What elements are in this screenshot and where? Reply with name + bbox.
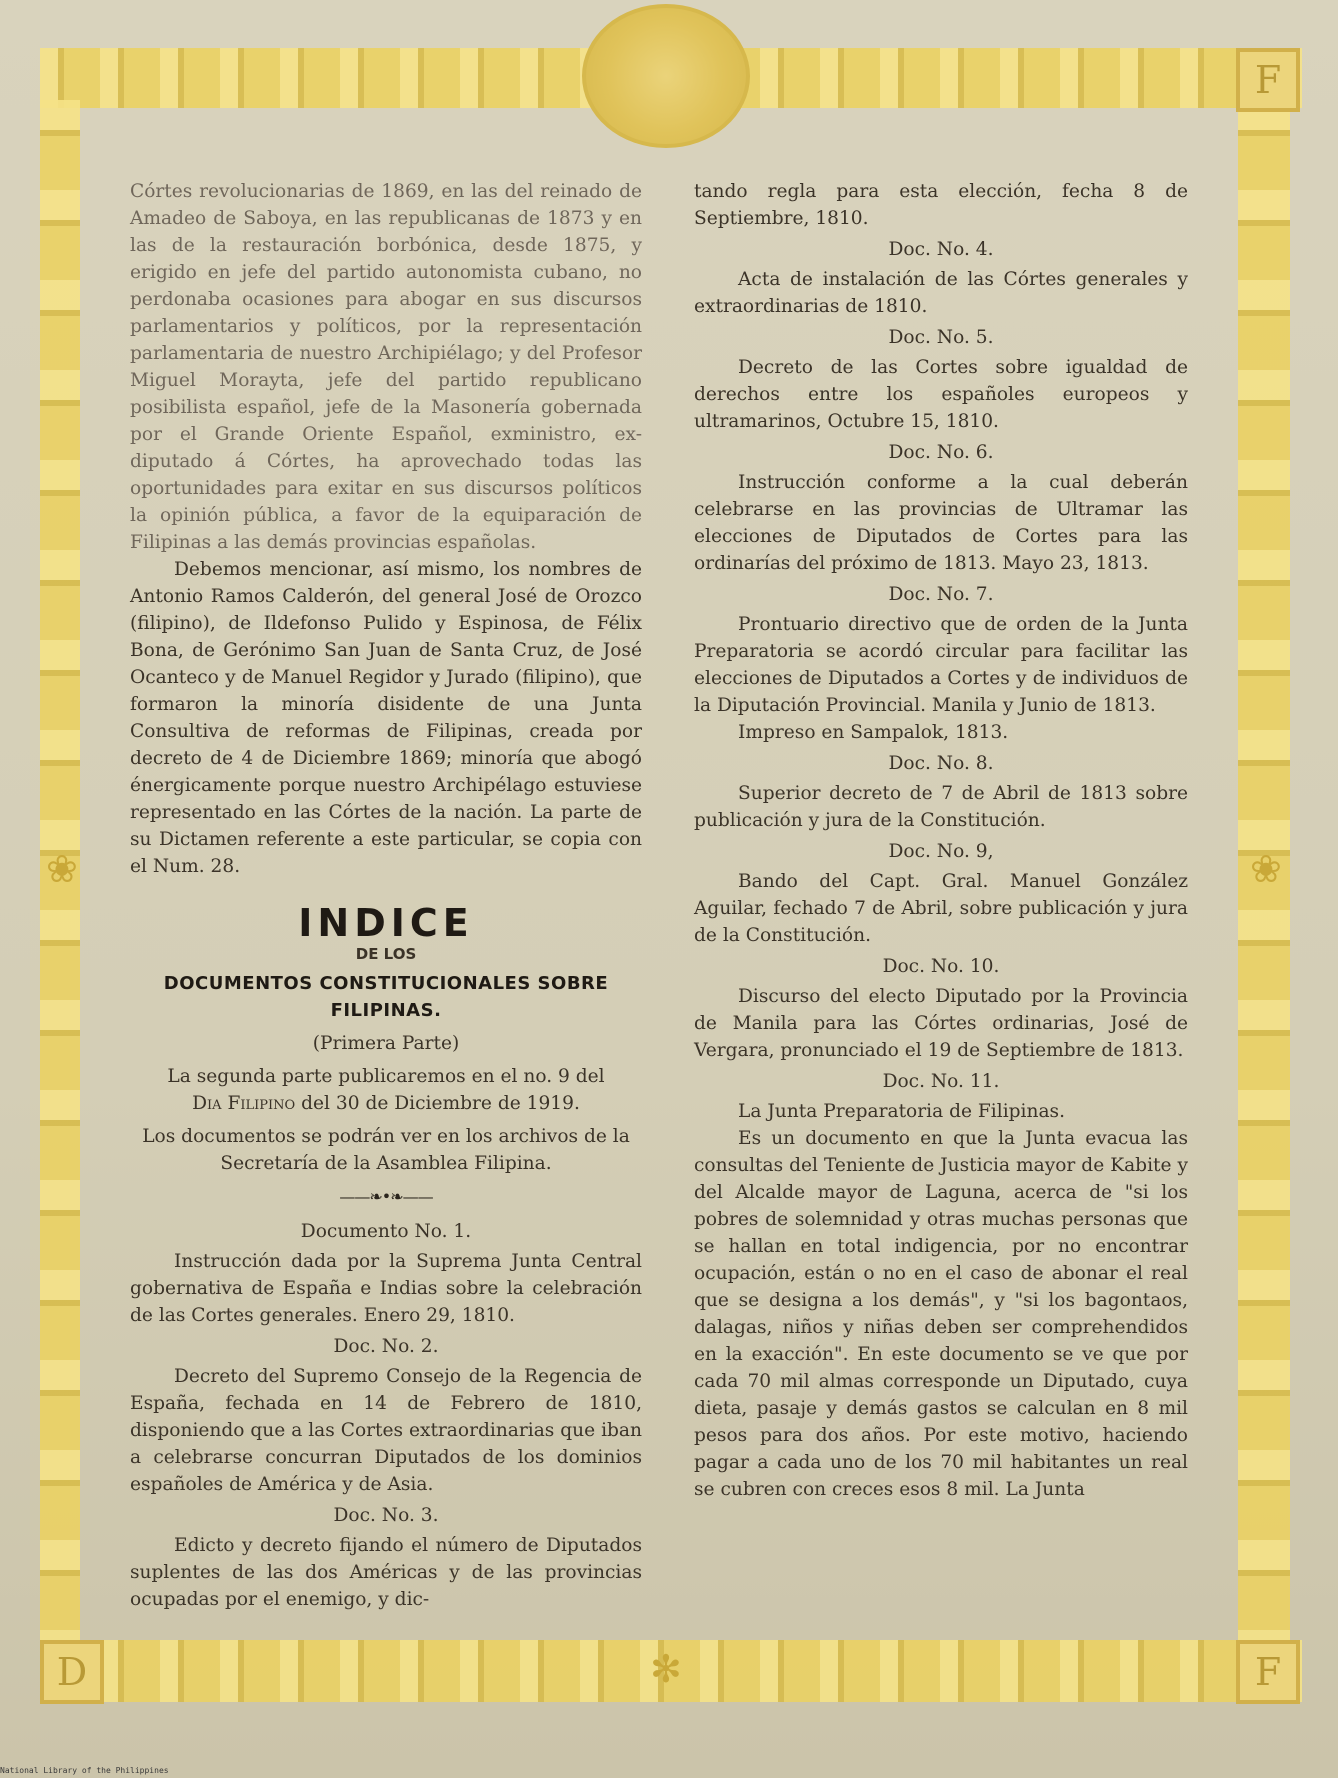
document-description: Decreto de las Cortes sobre igualdad de derechos entre los españoles europeos y ultramarinos, Octubre 15, 1810. bbox=[694, 357, 1188, 432]
index-part-label: (Primera Parte) bbox=[312, 1033, 460, 1054]
document-description: Es un documento en que la Junta evacua las consultas del Teniente de Justicia mayor de Kabite y del Alcalde mayor de Laguna, acerca de "si los pobres de solemnidad y otras muchas personas que se hallan en total indigencia, por no encontrar ocupación, están o no en el caso de abonar el real que se designa a los demás", y "si los bagontaos, dalagas, niños y niñas deben ser comprehendidos en la exacción". En este documento se ve que por cada 70 mil almas corresponde un Diputado, cuya dieta, pasaje y demás gastos se calculan en 8 mil pesos para dos años. Por este motivo, haciendo pagar a cada uno de los 70 mil habitantes un real se cubren con creces esos 8 mil. La Junta bbox=[694, 1128, 1188, 1500]
left-column bbox=[130, 178, 642, 1613]
document-description: Instrucción dada por la Suprema Junta Central gobernativa de España e Indias sobre la celebración de las Cortes generales. Enero 29, 1810. bbox=[130, 1251, 642, 1326]
index-subtitle: DE LOS bbox=[355, 945, 417, 963]
corner-monogram-bottom-right: F bbox=[1236, 1640, 1300, 1704]
index-note-text: del 30 de Diciembre de 1919. bbox=[301, 1093, 580, 1114]
document-description: Edicto y decreto fijando el número de Diputados suplentes de las dos Américas y de las provincias ocupadas por el enemigo, y dic- bbox=[130, 1535, 642, 1610]
document-description: Bando del Capt. Gral. Manuel González Aguilar, fechado 7 de Abril, sobre publicación y jura de la Constitución. bbox=[694, 871, 1188, 946]
portrait-medallion bbox=[582, 4, 750, 148]
library-credit: National Library of the Philippines bbox=[0, 1766, 169, 1775]
fleuron-ornament-icon: ✻ bbox=[650, 1647, 682, 1691]
corner-monogram-bottom-left: D bbox=[40, 1640, 104, 1704]
document-heading: Doc. No. 4. bbox=[888, 239, 994, 260]
document-heading: Doc. No. 8. bbox=[888, 753, 994, 774]
index-subtitle: DOCUMENTOS CONSTITUCIONALES SOBRE FILIPINAS. bbox=[163, 973, 609, 1021]
document-description: Discurso del electo Diputado por la Provincia de Manila para las Córtes ordinarias, José de Vergara, pronunciado el 19 de Septiembre de 1813. bbox=[694, 986, 1188, 1061]
document-heading: Doc. No. 7. bbox=[888, 584, 994, 605]
document-heading: Documento No. 1. bbox=[300, 1221, 472, 1242]
corner-monogram-top-right: F bbox=[1236, 48, 1300, 112]
document-description: Acta de instalación de las Córtes generales y extraordinarias de 1810. bbox=[694, 269, 1188, 317]
document-heading: Doc. No. 9, bbox=[888, 841, 994, 862]
document-description: La Junta Preparatoria de Filipinas. bbox=[738, 1101, 1065, 1122]
document-heading: Doc. No. 11. bbox=[882, 1071, 1000, 1092]
publication-name: Dia Filipino bbox=[192, 1093, 296, 1114]
paragraph: tando regla para esta elección, fecha 8 de Septiembre, 1810. bbox=[694, 181, 1188, 229]
index-title: INDICE bbox=[298, 901, 474, 945]
document-description: Instrucción conforme a la cual deberán celebrarse en las provincias de Ultramar las elecciones de Diputados de Cortes para las ordinarías del próximo de 1813. Mayo 23, 1813. bbox=[694, 472, 1188, 574]
index-note: Los documentos se podrán ver en los archivos de la Secretaría de la Asamblea Filipina. bbox=[142, 1126, 630, 1174]
document-description: Impreso en Sampalok, 1813. bbox=[738, 722, 1009, 743]
index-note bbox=[130, 1063, 642, 1117]
paragraph: Debemos mencionar, así mismo, los nombres de Antonio Ramos Calderón, del general José de Orozco (filipino), de Ildefonso Pulido y Espinosa, de Félix Bona, de Gerónimo San Juan de Santa Cruz, de José Ocanteco y de Manuel Regidor y Jurado (filipino), que formaron la minoría disidente de una Junta Consultiva de reformas de Filipinas, creada por decreto de 4 de Diciembre 1869; minoría que abogó énergicamente porque nuestro Archipélago estuviese representado en las Córtes de la nación. La parte de su Dictamen referente a este particular, se copia con el Num. 28. bbox=[130, 559, 642, 877]
right-column bbox=[694, 178, 1188, 1503]
document-heading: Doc. No. 6. bbox=[888, 442, 994, 463]
document-heading: Doc. No. 10. bbox=[882, 956, 1000, 977]
document-heading: Doc. No. 5. bbox=[888, 327, 994, 348]
index-note-text: La segunda parte publicaremos en el no. 9 del bbox=[167, 1066, 605, 1087]
document-description: Superior decreto de 7 de Abril de 1813 sobre publicación y jura de la Constitución. bbox=[694, 783, 1188, 831]
document-heading: Doc. No. 3. bbox=[333, 1505, 439, 1526]
fleuron-ornament-icon: ❀ bbox=[46, 847, 78, 891]
document-heading: Doc. No. 2. bbox=[333, 1336, 439, 1357]
divider-ornament: ——❧•❧—— bbox=[339, 1187, 433, 1206]
paragraph: Córtes revolucionarias de 1869, en las del reinado de Amadeo de Saboya, en las republicanas de 1873 y en las de la restauración borbónica, desde 1875, y erigido en jefe del partido autonomista cubano, no perdonaba ocasiones para abogar en sus discursos parlamentarios y políticos, por la representación parlamentaria de nuestro Archipiélago; y del Profesor Miguel Morayta, jefe del partido republicano posibilista español, jefe de la Masonería gobernada por el Grande Oriente Español, exministro, ex-diputado á Córtes, ha aprovechado todas las oportunidades para exitar en sus discursos políticos la opinión pública, a favor de la equiparación de Filipinas a las demás provincias españolas. bbox=[130, 181, 642, 553]
document-description: Decreto del Supremo Consejo de la Regencia de España, fechada en 14 de Febrero de 1810, disponiendo que a las Cortes extraordinarias que iban a celebrarse concurran Diputados de los dominios españoles de América y de Asia. bbox=[130, 1366, 642, 1495]
fleuron-ornament-icon: ❀ bbox=[1250, 847, 1282, 891]
document-description: Prontuario directivo que de orden de la Junta Preparatoria se acordó circular para facilitar las elecciones de Diputados a Cortes y de individuos de la Diputación Provincial. Manila y Junio de 1813. bbox=[694, 614, 1188, 716]
